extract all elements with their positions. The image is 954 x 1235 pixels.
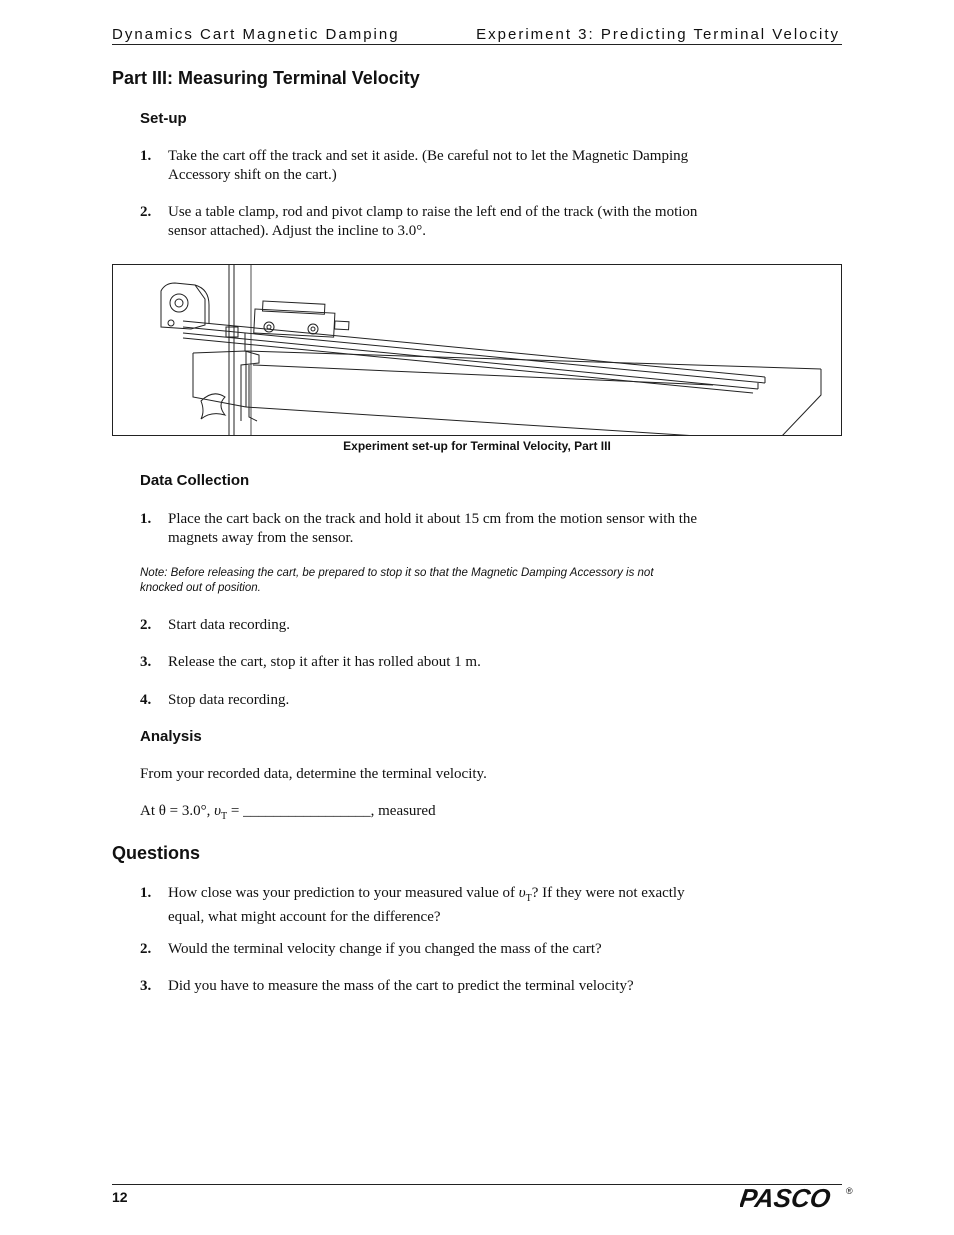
step-number: 4. — [140, 692, 152, 708]
question-variable: υ — [518, 885, 526, 901]
data-step-1 — [140, 510, 700, 548]
step-text: Place the cart back on the track and hold it about 15 cm from the motion sensor with the magnets away from the sensor. — [168, 511, 698, 546]
motion-sensor — [161, 283, 209, 329]
step-text: Stop data recording. — [168, 692, 290, 708]
footer-rule — [112, 1184, 842, 1185]
question-number: 1. — [140, 885, 152, 901]
step-text: Take the cart off the track and set it aside. (Be careful not to let the Magnetic Damping Accessory shift on the cart.) — [168, 148, 689, 183]
step-text: Start data recording. — [168, 617, 291, 633]
questions-heading: Questions — [112, 843, 201, 863]
formula-subscript: T — [221, 811, 228, 822]
question-text-part: ? If they were not exactly equal, what might account for the difference? — [168, 885, 685, 925]
rod-and-clamp — [201, 265, 259, 435]
step-text: Use a table clamp, rod and pivot clamp to raise the left end of the track (with the motion sensor attached). Adjust the incline to 3.0°. — [168, 204, 698, 239]
step-number: 3. — [140, 654, 152, 670]
analysis-text: From your recorded data, determine the terminal velocity. — [140, 766, 487, 782]
question-text: Would the terminal velocity change if you changed the mass of the cart? — [168, 941, 602, 957]
track-incline-illustration — [113, 265, 841, 435]
registered-mark: ® — [846, 1186, 853, 1196]
data-step-2 — [140, 616, 700, 635]
pasco-logo — [740, 1183, 858, 1218]
question-1 — [140, 884, 700, 927]
dynamics-cart — [254, 301, 349, 337]
analysis-formula — [140, 803, 436, 822]
step-number: 1. — [140, 511, 152, 527]
question-text: Did you have to measure the mass of the cart to predict the terminal velocity? — [168, 978, 634, 994]
setup-figure — [112, 264, 842, 436]
note-text: Note: Before releasing the cart, be prepared to stop it so that the Magnetic Damping Accessory is not knocked out of position. — [140, 567, 654, 594]
setup-step-1 — [140, 147, 700, 185]
table-block — [193, 351, 821, 435]
part-title: Part III: Measuring Terminal Velocity — [112, 68, 420, 88]
figure-caption: Experiment set-up for Terminal Velocity, Part III — [343, 439, 611, 453]
question-2 — [140, 940, 700, 959]
question-text-part: How close was your prediction to your measured value of — [168, 885, 519, 901]
data-step-4 — [140, 691, 700, 710]
question-subscript: T — [525, 893, 532, 904]
logo-wordmark: PASCO — [740, 1183, 833, 1213]
step-number: 2. — [140, 204, 152, 220]
header-rule — [112, 44, 842, 45]
data-step-3 — [140, 653, 700, 672]
running-header-right: Experiment 3: Predicting Terminal Velocity — [476, 26, 840, 43]
step-text: Release the cart, stop it after it has rolled about 1 m. — [168, 654, 481, 670]
pasco-logo-icon — [740, 1183, 858, 1213]
formula-suffix: = _________________, measured — [227, 803, 436, 819]
analysis-heading: Analysis — [140, 728, 202, 745]
step-number: 1. — [140, 148, 152, 164]
question-number: 3. — [140, 978, 152, 994]
question-number: 2. — [140, 941, 152, 957]
running-header-left: Dynamics Cart Magnetic Damping — [112, 26, 400, 43]
page-number: 12 — [112, 1189, 128, 1205]
setup-step-2 — [140, 203, 700, 241]
formula-variable: υ — [214, 803, 222, 819]
formula-prefix: At θ = 3.0°, — [140, 803, 215, 819]
setup-heading: Set-up — [140, 110, 187, 127]
question-3 — [140, 977, 700, 996]
data-collection-heading: Data Collection — [140, 472, 250, 489]
step-number: 2. — [140, 617, 152, 633]
question-text — [168, 884, 700, 927]
